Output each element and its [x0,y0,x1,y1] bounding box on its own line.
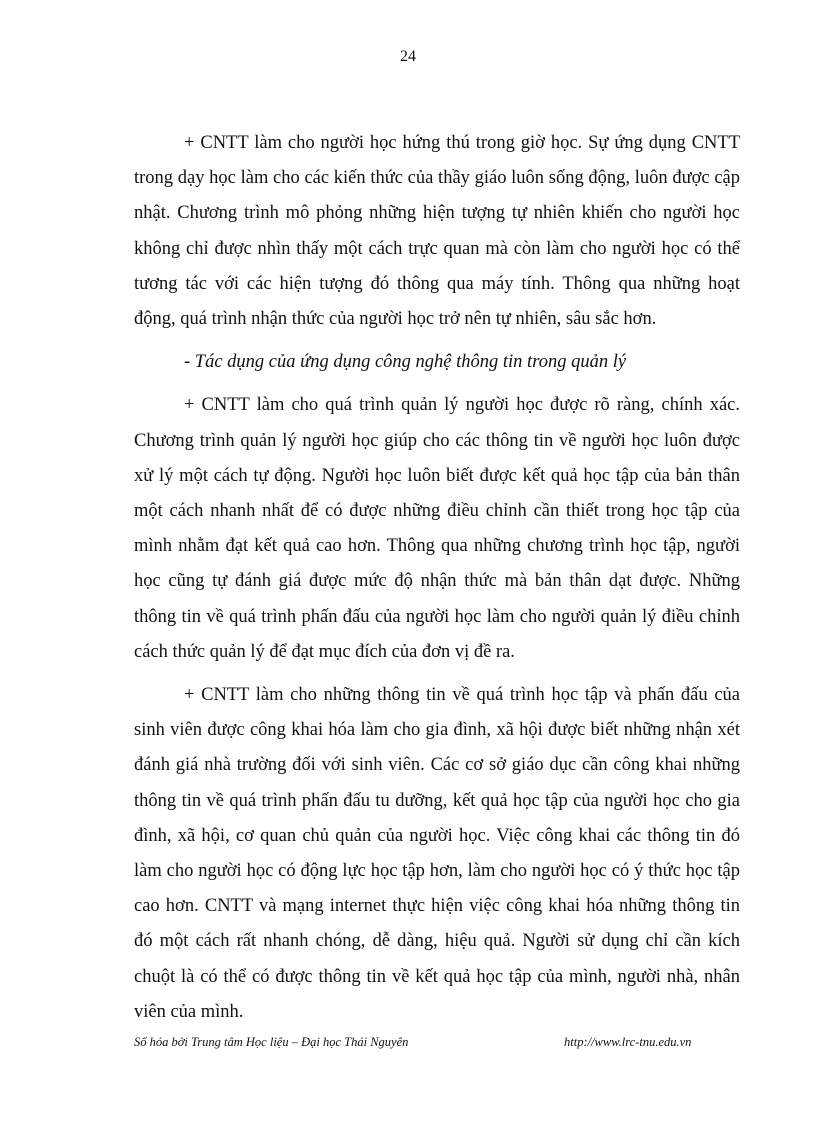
paragraph-cntt-publicity: + CNTT làm cho những thông tin về quá trình học tập và phấn đấu của sinh viên được công khai hóa làm cho gia đình, xã hội được biết những nhận xét đánh giá nhà trường đối với sinh viên. Các cơ sở giáo dục cần công khai những thông tin về quá trình phấn đấu tu dưỡng, kết quả học tập của người học cho gia đình, xã hội, cơ quan chủ quản của người học. Việc công khai các thông tin đó làm cho người học có động lực học tập hơn, làm cho người học có ý thức học tập cao hơn. CNTT và mạng internet thực hiện việc công khai hóa những thông tin đó một cách rất nhanh chóng, dễ dàng, hiệu quả. Người sử dụng chỉ cần kích chuột là có thể có được thông tin về kết quả học tập của mình, người nhà, nhân viên của mình. [134,685,740,1022]
document-body [134,126,740,1038]
section-heading-management: - Tác dụng của ứng dụng công nghệ thông tin trong quản lý [184,352,627,373]
paragraph-cntt-interest: + CNTT làm cho người học hứng thú trong giờ học. Sự ứng dụng CNTT trong dạy học làm cho các kiến thức của thầy giáo luôn sống động, luôn được cập nhật. Chương trình mô phỏng những hiện tượng tự nhiên khiến cho người học không chỉ được nhìn thấy một cách trực quan mà còn làm cho người học có thể tương tác với các hiện tượng đó thông qua máy tính. Thông qua những hoạt động, quá trình nhận thức của người học trở nên tự nhiên, sâu sắc hơn. [134,133,740,330]
footer-url: http://www.lrc-tnu.edu.vn [564,1035,692,1049]
footer-attribution: Số hóa bởi Trung tâm Học liệu – Đại học Thái Nguyên [134,1035,409,1049]
page-number: 24 [400,48,416,65]
paragraph-cntt-management: + CNTT làm cho quá trình quản lý người học được rõ ràng, chính xác. Chương trình quản lý người học giúp cho các thông tin về người học luôn được xử lý một cách tự động. Người học luôn biết được kết quả học tập của bản thân một cách nhanh nhất để có được những điều chỉnh cần thiết trong học tập của mình nhằm đạt kết quả cao hơn. Thông qua những chương trình học tập, người học cũng tự đánh giá được mức độ nhận thức mà bản thân dạt được. Những thông tin về quá trình phấn đấu của người học làm cho người quản lý điều chỉnh cách thức quản lý để đạt mục đích của đơn vị đề ra. [134,395,740,662]
